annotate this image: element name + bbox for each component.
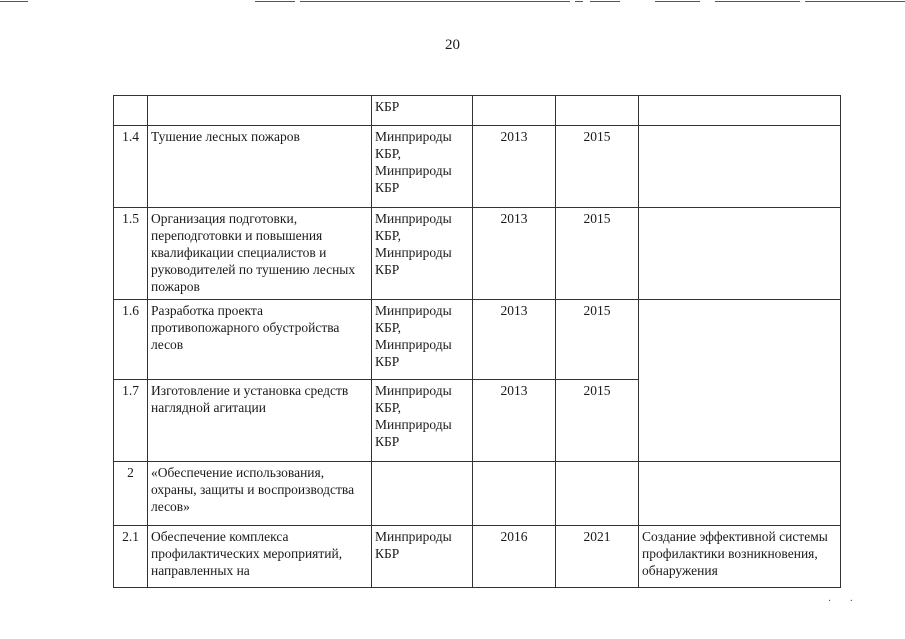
program-table [113, 95, 841, 588]
row-number: 1.6 [114, 300, 148, 380]
row-number: 2.1 [114, 526, 148, 588]
executor: Минприроды КБР, Минприроды КБР [372, 126, 473, 208]
executor: КБР [372, 96, 473, 126]
table-row [114, 526, 841, 588]
expected-result [639, 96, 841, 126]
executor [372, 462, 473, 526]
expected-result: Создание эффективной системы профилактики возникновения, обнаружения [639, 526, 841, 588]
start-year: 2013 [473, 380, 556, 462]
start-year: 2016 [473, 526, 556, 588]
executor: Минприроды КБР [372, 526, 473, 588]
start-year: 2013 [473, 300, 556, 380]
expected-result [639, 300, 841, 462]
start-year: 2013 [473, 126, 556, 208]
expected-result [639, 208, 841, 300]
end-year [556, 96, 639, 126]
activity-name: Разработка проекта противопожарного обустройства лесов [148, 300, 372, 380]
activity-name: «Обеспечение использования, охраны, защиты и воспроизводства лесов» [148, 462, 372, 526]
page-number: 20 [445, 37, 460, 53]
end-year: 2021 [556, 526, 639, 588]
scan-specks: · · [827, 596, 861, 607]
end-year: 2015 [556, 208, 639, 300]
table-row [114, 126, 841, 208]
row-number [114, 96, 148, 126]
activity-name: Тушение лесных пожаров [148, 126, 372, 208]
start-year [473, 462, 556, 526]
table-row [114, 208, 841, 300]
table-row [114, 300, 841, 380]
end-year [556, 462, 639, 526]
row-number: 1.4 [114, 126, 148, 208]
activity-name: Изготовление и установка средств наглядной агитации [148, 380, 372, 462]
end-year: 2015 [556, 380, 639, 462]
activity-name [148, 96, 372, 126]
activity-name: Организация подготовки, переподготовки и повышения квалификации специалистов и руководителей по тушению лесных пожаров [148, 208, 372, 300]
end-year: 2015 [556, 300, 639, 380]
scan-edge [0, 0, 905, 4]
executor: Минприроды КБР, Минприроды КБР [372, 380, 473, 462]
expected-result [639, 126, 841, 208]
table-row [114, 462, 841, 526]
expected-result [639, 462, 841, 526]
end-year: 2015 [556, 126, 639, 208]
start-year: 2013 [473, 208, 556, 300]
activity-name: Обеспечение комплекса профилактических мероприятий, направленных на [148, 526, 372, 588]
row-number: 1.7 [114, 380, 148, 462]
executor: Минприроды КБР, Минприроды КБР [372, 208, 473, 300]
executor: Минприроды КБР, Минприроды КБР [372, 300, 473, 380]
start-year [473, 96, 556, 126]
row-number: 2 [114, 462, 148, 526]
table-row [114, 96, 841, 126]
row-number: 1.5 [114, 208, 148, 300]
